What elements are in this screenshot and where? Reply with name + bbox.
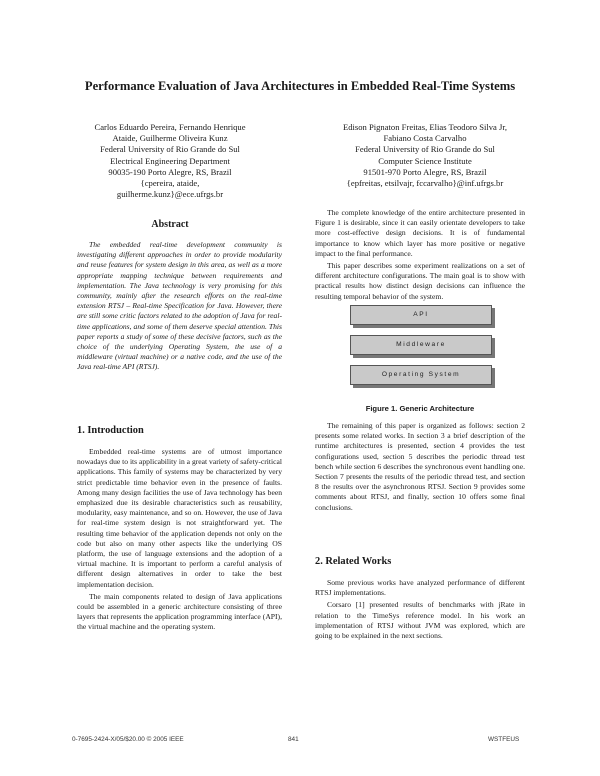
abstract-heading: Abstract	[151, 219, 189, 230]
related-paragraph: Some previous works have analyzed performance of different RTSJ implementations.	[315, 578, 525, 598]
author-line: Fabiano Costa Carvalho	[383, 133, 467, 144]
author-line: Computer Science Institute	[378, 155, 472, 166]
author-line: Federal University of Rio Grande do Sul	[355, 144, 495, 155]
figure-generic-architecture	[330, 295, 520, 395]
author-line: Electrical Engineering Department	[110, 155, 230, 166]
author-line: guilherme.kunz}@ece.ufrgs.br	[116, 189, 224, 200]
right-body-mid	[315, 421, 525, 515]
related-paragraph: Corsaro [1] presented results of benchmarks with jRate in relation to the TimeSys reference model. In his work an implementation of RTSJ without JVM was explored, which are going to be explained in the next sections.	[315, 600, 525, 641]
footer-venue: WSTFEUS	[488, 736, 520, 743]
layer-api: API	[350, 305, 492, 325]
intro-paragraph: The main components related to design of Java applications could be assembled in a generic architecture consisting of three layers that represents the application programming interface (API), the virtual machine and the operating system.	[77, 591, 282, 632]
intro-body	[77, 447, 282, 635]
right-body-top	[315, 208, 525, 304]
author-line: Edison Pignaton Freitas, Elias Teodoro Silva Jr,	[342, 122, 508, 132]
authors-left	[70, 122, 270, 200]
related-body	[315, 578, 525, 643]
abstract-paragraph: The embedded real-time development community is investigating different approaches in order to provide modularity and reuse features for system design in this area, as well as a more appropriate mapping technique between requirements and implementation. The Java technology is very promising for this community, mainly after the research efforts on the real-time extension RTSJ – Real-time Specification for Java. However, there are still some critic factors related to the adoption of Java for real-time applications, and some of them deserve special attention. This paper reports a study of some of these decisive factors, such as the choice of the underlying Operating System, the use of a middleware (virtual machine) or a native code, and the use of the Java real-time API (RTSJ).	[77, 240, 282, 372]
intro-heading: 1. Introduction	[77, 425, 144, 436]
author-line: {cpereira, ataide,	[140, 178, 200, 189]
footer-page-number: 841	[288, 736, 299, 743]
authors-right	[310, 122, 540, 189]
layer-operating-system: Operating System	[350, 365, 492, 385]
right-paragraph: This paper describes some experiment realizations on a set of different architecture configurations. The main goal is to show with practical results how distinct design decisions can influence the resulting temporal behavior of the system.	[315, 261, 525, 301]
author-line: 90035-190 Porto Alegre, RS, Brazil	[108, 166, 232, 177]
related-heading: 2. Related Works	[315, 556, 392, 567]
layer-middleware: Middleware	[350, 335, 492, 355]
abstract-text	[77, 240, 282, 375]
right-paragraph: The remaining of this paper is organized as follows: section 2 presents some related works. In section 3 a brief description of the runtime architectures is presented, section 4 provides the test configurations used, section 5 describes the periodic thread test bench while section 6 describes the synchronous event handling one. Section 7 presents the results of the periodic thread test, and section 8 the results over the asynchronous RTSJ. Section 9 provides some comments about RTSJ, and finally, section 10 offers some final conclusions.	[315, 421, 525, 512]
figure-caption: Figure 1. Generic Architecture	[365, 404, 475, 413]
author-line: Ataide, Guilherme Oliveira Kunz	[112, 133, 228, 144]
author-line: Carlos Eduardo Pereira, Fernando Henrique	[94, 122, 246, 132]
paper-title: Performance Evaluation of Java Architectures in Embedded Real-Time Systems	[84, 79, 516, 93]
author-line: Federal University of Rio Grande do Sul	[100, 144, 240, 155]
right-paragraph: The complete knowledge of the entire architecture presented in Figure 1 is desirable, since it can easily orientate developers to take more cost-effective design decisions. It is of fundamental importance to know which layer has more positive or negative impact to the final performance.	[315, 208, 525, 258]
intro-paragraph: Embedded real-time systems are of utmost importance nowadays due to its applicability in a great variety of safety-critical applications. This family of systems may be characterized by very strict predictable time behavior even in the presence of faults. Among many design facilities the use of Java technology has been emphasized due its desirable characteristics such as reusability, modularity, easy maintenance, and so on. However, the use of Java for real-time system design is not straightforward yet. The resulting time behavior of the application depends not only on the code but also on many other aspects like the underlying OS platform, the use of language extensions and the adoption of a virtual machine. It is important to perform a careful analysis of different design alternatives in order to take the best implementation decision.	[77, 447, 282, 589]
author-line: 91501-970 Porto Alegre, RS, Brazil	[363, 166, 487, 177]
footer-copyright: 0-7695-2424-X/05/$20.00 © 2005 IEEE	[72, 736, 184, 743]
author-line: {epfreitas, etsilvajr, fccarvalho}@inf.ufrgs.br	[346, 178, 504, 189]
